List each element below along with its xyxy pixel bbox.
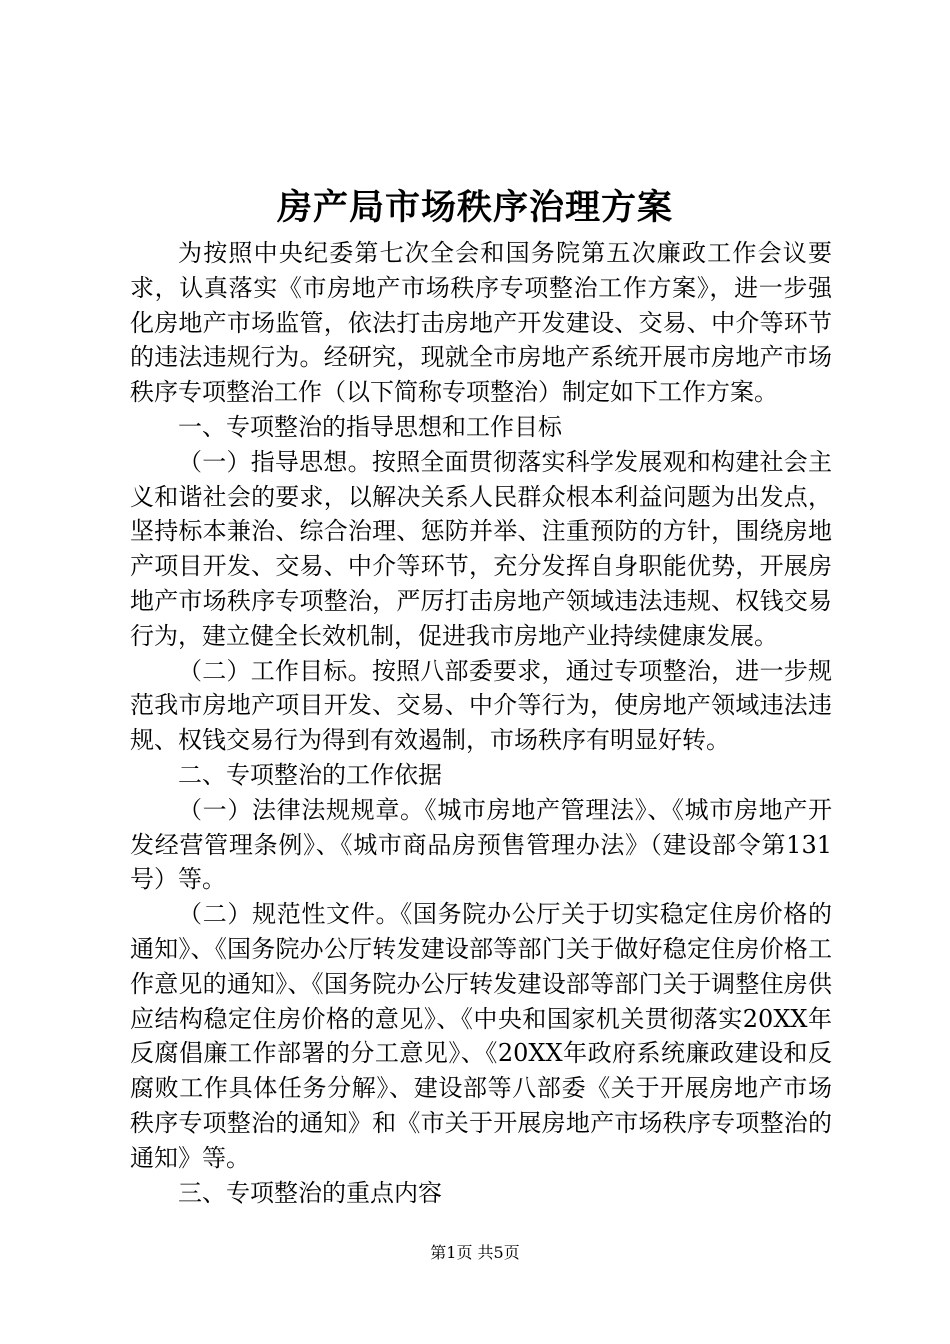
document-title: 房产局市场秩序治理方案 [276,187,673,228]
normative-documents-paragraph: （二）规范性文件。《国务院办公厅关于切实稳定住房价格的通知》、《国务院办公厅转发建设部等部门关于做好稳定住房价格工作意见的通知》、《国务院办公厅转发建设部等部门关于调整住房供应结构稳定住房价格的意见》、《中央和国家机关贯彻落实20XX年反腐倡廉工作部署的分工意见》、《20XX年政府系统廉政建设和反腐败工作具体任务分解》、建设部等八部委《关于开展房地产市场秩序专项整治的通知》和《市关于开展房地产市场秩序专项整治的通知》等。 [130,900,832,1172]
intro-paragraph: 为按照中央纪委第七次全会和国务院第五次廉政工作会议要求，认真落实《市房地产市场秩序专项整治工作方案》，进一步强化房地产市场监管，依法打击房地产开发建设、交易、中介等环节的违法违规行为。经研究，现就全市房地产系统开展市房地产市场秩序专项整治工作（以下简称专项整治）制定如下工作方案。 [130,239,832,407]
section-heading-1: 一、专项整治的指导思想和工作目标 [178,412,562,441]
laws-regulations-paragraph: （一）法律法规规章。《城市房地产管理法》、《城市房地产开发经营管理条例》、《城市商品房预售管理办法》（建设部令第131号）等。 [130,795,832,894]
page-footer: 第1页 共5页 [430,1243,520,1262]
section-heading-2: 二、专项整治的工作依据 [178,760,442,789]
work-goal-paragraph: （二）工作目标。按照八部委要求，通过专项整治，进一步规范我市房地产项目开发、交易、中介等行为，使房地产领域违法违规、权钱交易行为得到有效遏制，市场秩序有明显好转。 [130,656,832,755]
guiding-ideology-paragraph: （一）指导思想。按照全面贯彻落实科学发展观和构建社会主义和谐社会的要求，以解决关系人民群众根本利益问题为出发点，坚持标本兼治、综合治理、惩防并举、注重预防的方针，围绕房地产项目开发、交易、中介等环节，充分发挥自身职能优势，开展房地产市场秩序专项整治，严厉打击房地产领域违法违规、权钱交易行为，建立健全长效机制，促进我市房地产业持续健康发展。 [130,447,832,650]
section-heading-3: 三、专项整治的重点内容 [178,1178,442,1207]
document-body [130,236,832,1210]
